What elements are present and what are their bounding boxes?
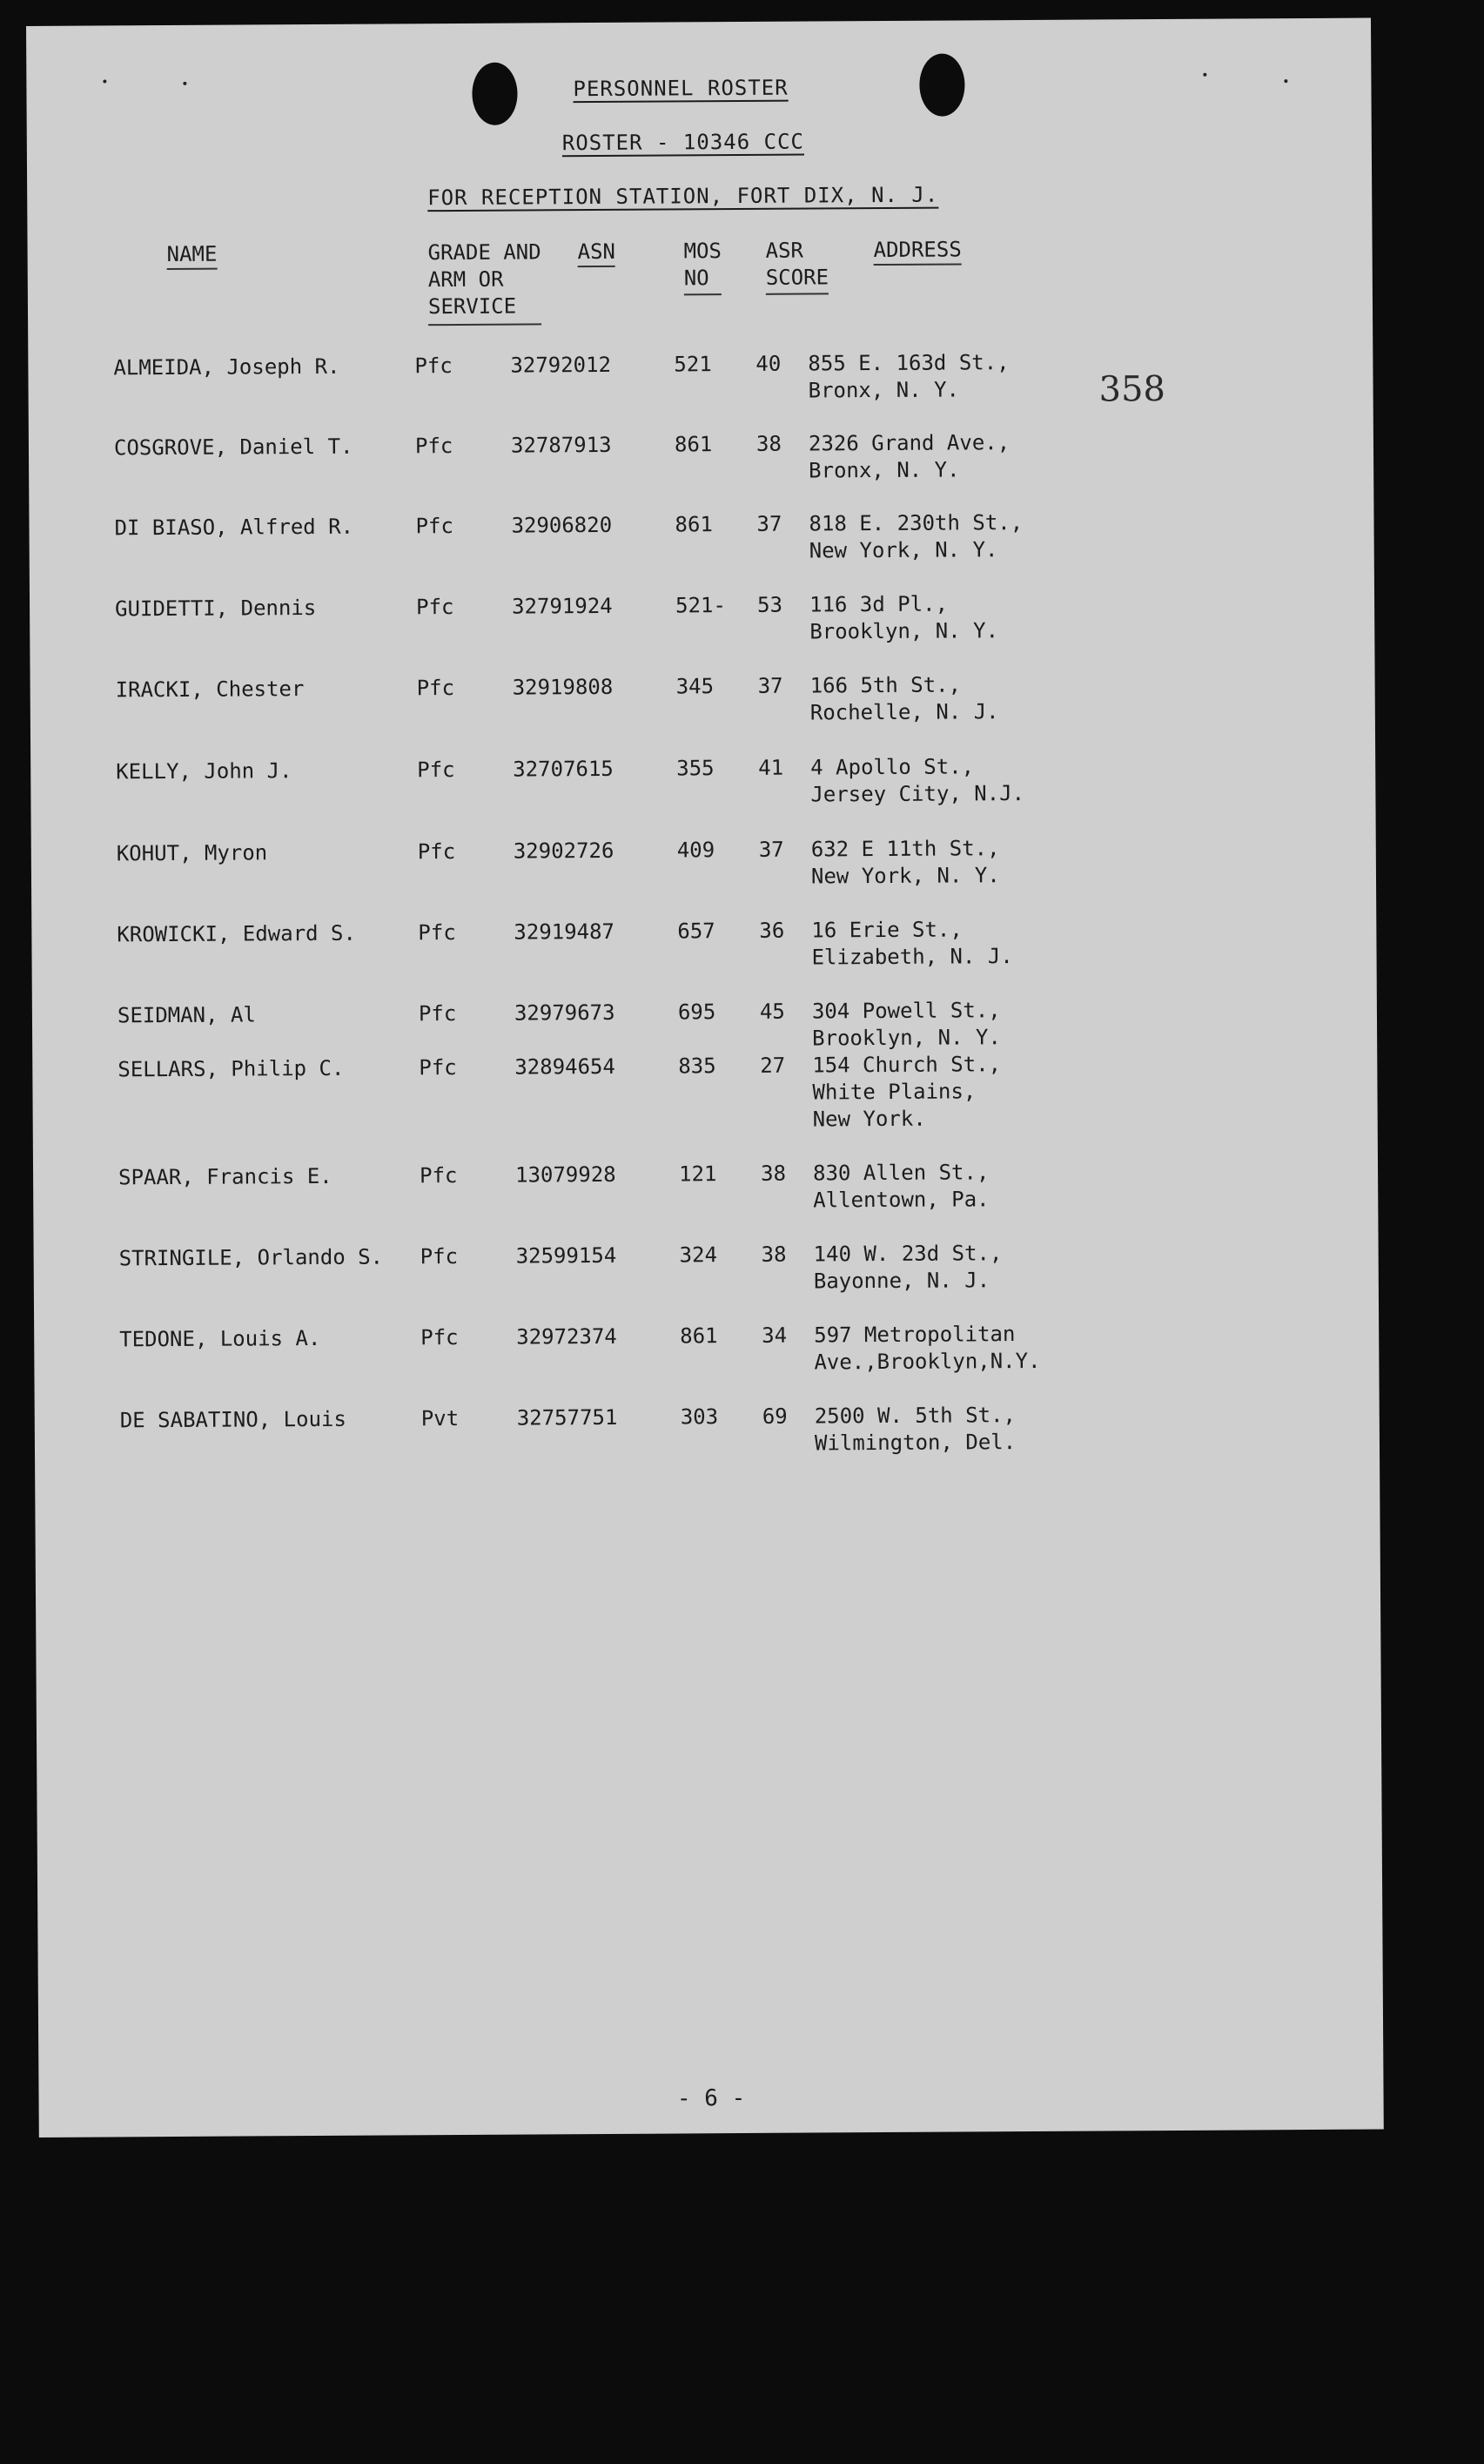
table-row: [32, 1049, 1377, 1132]
cell-asr: 40: [755, 351, 782, 376]
cell-asn: 32972374: [516, 1323, 617, 1350]
cell-asn: 32757751: [516, 1404, 618, 1431]
col-grade-header: GRADE AND ARM OR SERVICE: [428, 239, 542, 326]
table-row: [30, 670, 1375, 738]
table-row: [34, 1319, 1379, 1388]
cell-name: COSGROVE, Daniel T.: [113, 434, 353, 461]
cell-grade: Pfc: [414, 434, 453, 459]
cell-grade: Pfc: [417, 839, 456, 865]
cell-asr: 38: [755, 431, 782, 456]
document-title: PERSONNEL ROSTER: [573, 75, 789, 102]
cell-address: 304 Powell St., Brooklyn, N. Y.: [811, 998, 1001, 1051]
cell-name: SELLARS, Philip C.: [118, 1055, 345, 1082]
cell-address: 116 3d Pl., Brooklyn, N. Y.: [809, 591, 999, 644]
cell-name: SPAAR, Francis E.: [118, 1163, 332, 1190]
roster-number: ROSTER - 10346 CCC: [561, 129, 805, 156]
punch-hole-left: [472, 63, 517, 125]
cell-name: GUIDETTI, Dennis: [115, 595, 317, 622]
cell-mos: 355: [676, 756, 715, 781]
station-line: FOR RECEPTION STATION, FORT DIX, N. J.: [427, 182, 939, 211]
cell-address: 140 W. 23d St., Bayonne, N. J.: [813, 1241, 1003, 1294]
table-row: [33, 1157, 1378, 1226]
cell-asn: 32791924: [511, 593, 613, 619]
cell-name: TEDONE, Louis A.: [119, 1325, 321, 1352]
col-asn-header: ASN: [578, 239, 616, 266]
cell-mos: 835: [678, 1054, 716, 1079]
cell-address: 632 E 11th St., New York, N. Y.: [810, 836, 1000, 889]
page-number: - 6 -: [676, 2084, 746, 2112]
cell-grade: Pfc: [418, 1001, 457, 1027]
cell-asn: 32707615: [513, 756, 614, 782]
cell-asn: 32919487: [514, 919, 615, 945]
cell-name: KOHUT, Myron: [116, 840, 268, 866]
cell-asr: 41: [758, 755, 784, 780]
cell-asr: 37: [757, 673, 783, 698]
cell-asn: 32599154: [515, 1242, 617, 1269]
cell-grade: Pfc: [415, 595, 454, 620]
cell-asr: 69: [762, 1404, 788, 1429]
cell-mos: 657: [677, 919, 715, 944]
cell-grade: Pfc: [419, 1162, 458, 1188]
cell-asr: 37: [756, 511, 782, 536]
cell-asn: 32902726: [513, 838, 614, 864]
cell-grade: Pfc: [417, 757, 455, 783]
col-name-header: NAME: [167, 241, 218, 268]
speck: [1284, 79, 1287, 83]
col-asr-header: ASR SCORE: [765, 237, 829, 294]
cell-name: KROWICKI, Edward S.: [117, 920, 357, 947]
cell-address: 16 Erie St., Elizabeth, N. J.: [811, 917, 1013, 970]
table-row: [31, 833, 1376, 902]
cell-mos: 861: [675, 512, 713, 537]
col-address-header: ADDRESS: [873, 236, 961, 264]
stamped-page-number: 358: [1098, 369, 1166, 410]
cell-asr: 38: [761, 1242, 787, 1267]
cell-mos: 861: [680, 1323, 718, 1349]
cell-asn: 32919808: [512, 674, 614, 700]
cell-address: 597 Metropolitan Ave.,Brooklyn,N.Y.: [814, 1322, 1041, 1375]
cell-asr: 37: [758, 837, 784, 862]
cell-asr: 27: [760, 1053, 786, 1078]
cell-mos: 409: [676, 838, 715, 863]
table-row: [34, 1238, 1379, 1307]
speck: [183, 82, 186, 85]
punch-hole-right: [919, 53, 964, 116]
table-row: [28, 347, 1373, 416]
cell-asn: 13079928: [514, 1161, 616, 1188]
table-row: [35, 1400, 1380, 1469]
cell-grade: Pfc: [419, 1055, 457, 1081]
table-row: [29, 508, 1373, 576]
cell-grade: Pfc: [418, 920, 456, 946]
cell-mos: 861: [674, 432, 713, 457]
cell-mos: 695: [677, 1000, 716, 1025]
cell-mos: 521-: [675, 593, 726, 618]
cell-mos: 121: [678, 1161, 717, 1187]
col-mos-header: MOS NO: [684, 238, 722, 295]
cell-grade: Pfc: [416, 676, 455, 701]
cell-mos: 521: [674, 352, 712, 377]
cell-asr: 45: [759, 999, 785, 1024]
cell-name: SEIDMAN, Al: [117, 1002, 256, 1028]
cell-name: STRINGILE, Orlando S.: [118, 1244, 384, 1271]
cell-asn: 32787913: [510, 432, 612, 458]
cell-address: 2500 W. 5th St., Wilmington, Del.: [814, 1403, 1017, 1456]
cell-asn: 32979673: [514, 1000, 615, 1026]
speck: [1203, 73, 1206, 77]
cell-grade: Pfc: [420, 1243, 459, 1269]
cell-mos: 345: [675, 674, 715, 699]
cell-mos: 303: [680, 1404, 719, 1430]
roster-page: [26, 18, 1384, 2137]
cell-asn: 32894654: [514, 1054, 615, 1080]
cell-grade: Pfc: [414, 353, 453, 379]
cell-asn: 32906820: [511, 512, 613, 538]
cell-grade: Pfc: [420, 1324, 459, 1350]
cell-address: 154 Church St., White Plains, New York.: [812, 1052, 1002, 1132]
cell-address: 4 Apollo St., Jersey City, N.J.: [810, 754, 1025, 807]
cell-grade: Pvt: [420, 1405, 460, 1431]
cell-name: ALMEIDA, Joseph R.: [113, 353, 340, 380]
cell-asr: 53: [756, 592, 783, 617]
cell-name: KELLY, John J.: [116, 758, 292, 784]
table-row: [30, 751, 1375, 820]
cell-address: 830 Allen St., Allentown, Pa.: [812, 1160, 990, 1213]
cell-address: 2326 Grand Ave., Bronx, N. Y.: [808, 430, 1011, 483]
speck: [103, 79, 106, 83]
cell-asr: 38: [760, 1161, 787, 1186]
cell-name: DE SABATINO, Louis: [119, 1406, 346, 1433]
cell-asr: 34: [762, 1323, 788, 1348]
cell-address: 855 E. 163d St., Bronx, N. Y.: [808, 350, 1010, 403]
table-row: [29, 427, 1373, 496]
cell-asr: 36: [759, 918, 785, 943]
cell-name: DI BIASO, Alfred R.: [114, 514, 354, 541]
cell-mos: 324: [679, 1242, 718, 1268]
table-row: [31, 914, 1376, 983]
cell-grade: Pfc: [415, 514, 453, 539]
cell-name: IRACKI, Chester: [115, 677, 305, 703]
table-row: [30, 589, 1374, 657]
cell-asn: 32792012: [510, 352, 612, 378]
cell-address: 818 E. 230th St., New York, N. Y.: [809, 510, 1024, 563]
cell-address: 166 5th St., Rochelle, N. J.: [809, 672, 999, 725]
